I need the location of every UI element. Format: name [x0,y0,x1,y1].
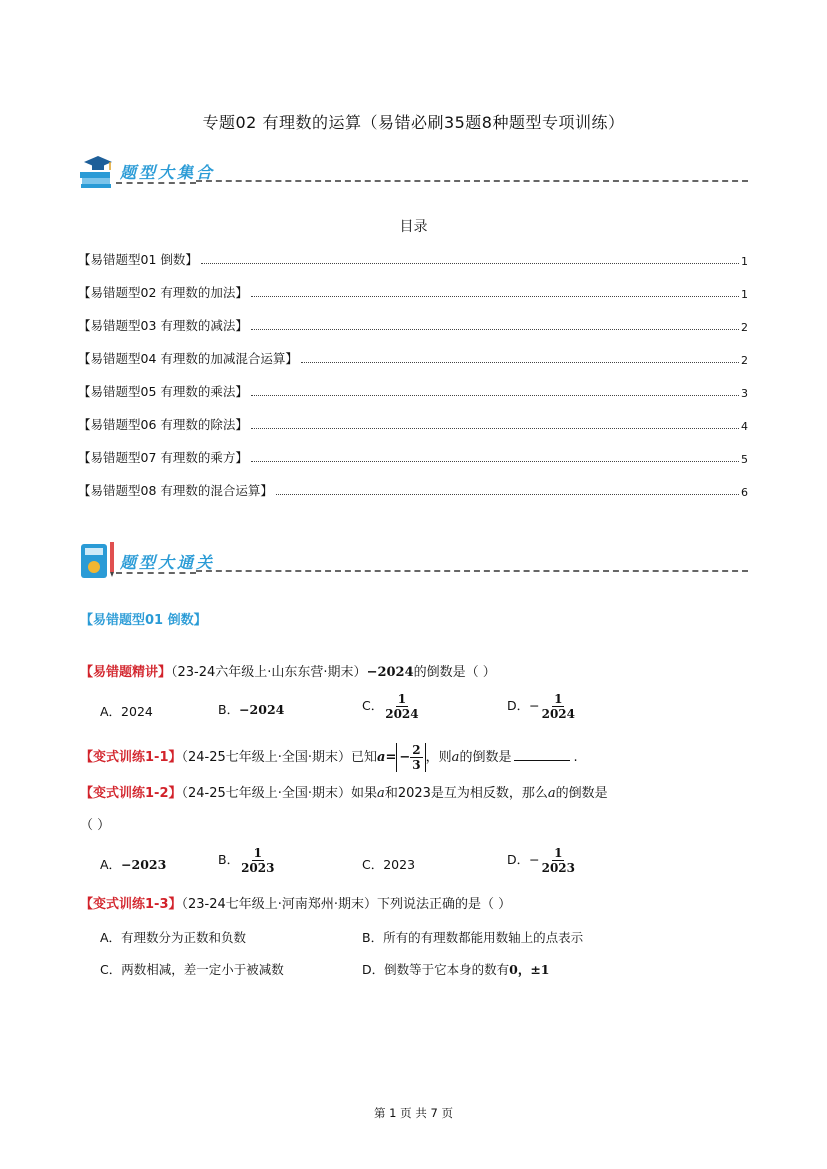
option-d[interactable]: D．− $\frac{1}{2023}$ [507,846,576,875]
banner-label: 题型大集合 [120,163,216,182]
page-title: 专题02 有理数的运算（易错必刷35题8种题型专项训练） [202,113,625,132]
option-c[interactable]: C． $\frac{1}{2024}$ [362,692,419,721]
divider [116,182,196,184]
question-3-paren: （ ） [80,818,111,833]
toc-item[interactable]: 【易错题型04 有理数的加减混合运算】 2 [78,351,748,367]
graduation-books-icon [78,150,118,190]
banner-question-types [78,150,748,196]
toc-heading: 目录 [399,219,428,235]
question-4: 【变式训练1-3】（23-24七年级上·河南郑州·期末）下列说法正确的是（ ） [80,897,512,912]
toc-item[interactable]: 【易错题型01 倒数】 1 [78,252,748,268]
page-footer: 第 1 页 共 7 页 [374,1106,453,1120]
answer-blank[interactable] [514,748,570,761]
question-2: 【变式训练1-1】（24-25七年级上·全国·期末）已知a= − $\frac{2}{3}$ ，则a的倒数是 . [80,743,578,772]
toc-item[interactable]: 【易错题型08 有理数的混合运算】 6 [78,483,748,499]
option-a[interactable]: A．2024 [100,704,153,719]
option-a[interactable]: A．有理数分为正数和负数 [100,930,247,945]
divider [196,570,748,572]
question-3: 【变式训练1-2】（24-25七年级上·全国·期末）如果a和2023是互为相反数，那么a的倒数是 [80,786,608,801]
divider [196,180,748,182]
divider [116,572,196,574]
question-1: 【易错题精讲】（23-24六年级上·山东东营·期末）−2024的倒数是（ ） [80,665,496,680]
toc-item[interactable]: 【易错题型02 有理数的加法】 1 [78,285,748,301]
option-b[interactable]: B． $\frac{1}{2023}$ [218,846,275,875]
toc-item[interactable]: 【易错题型05 有理数的乘法】 3 [78,384,748,400]
option-c[interactable]: C．两数相减，差一定小于被减数 [100,962,284,977]
toc-item[interactable]: 【易错题型07 有理数的乘方】 5 [78,450,748,466]
option-b[interactable]: B．所有的有理数都能用数轴上的点表示 [362,930,584,945]
option-a[interactable]: A．−2023 [100,857,167,872]
toc-item[interactable]: 【易错题型06 有理数的除法】 4 [78,417,748,433]
option-c[interactable]: C．2023 [362,857,416,872]
banner-practice [78,540,748,586]
option-d[interactable]: D．− $\frac{1}{2024}$ [507,692,576,721]
section-heading: 【易错题型01 倒数】 [80,613,207,628]
calculator-icon [78,540,118,580]
toc-item[interactable]: 【易错题型03 有理数的减法】 2 [78,318,748,334]
banner-label: 题型大通关 [120,553,216,572]
option-d[interactable]: D．倒数等于它本身的数有0，±1 [362,962,550,977]
option-b[interactable]: B．−2024 [218,702,285,717]
